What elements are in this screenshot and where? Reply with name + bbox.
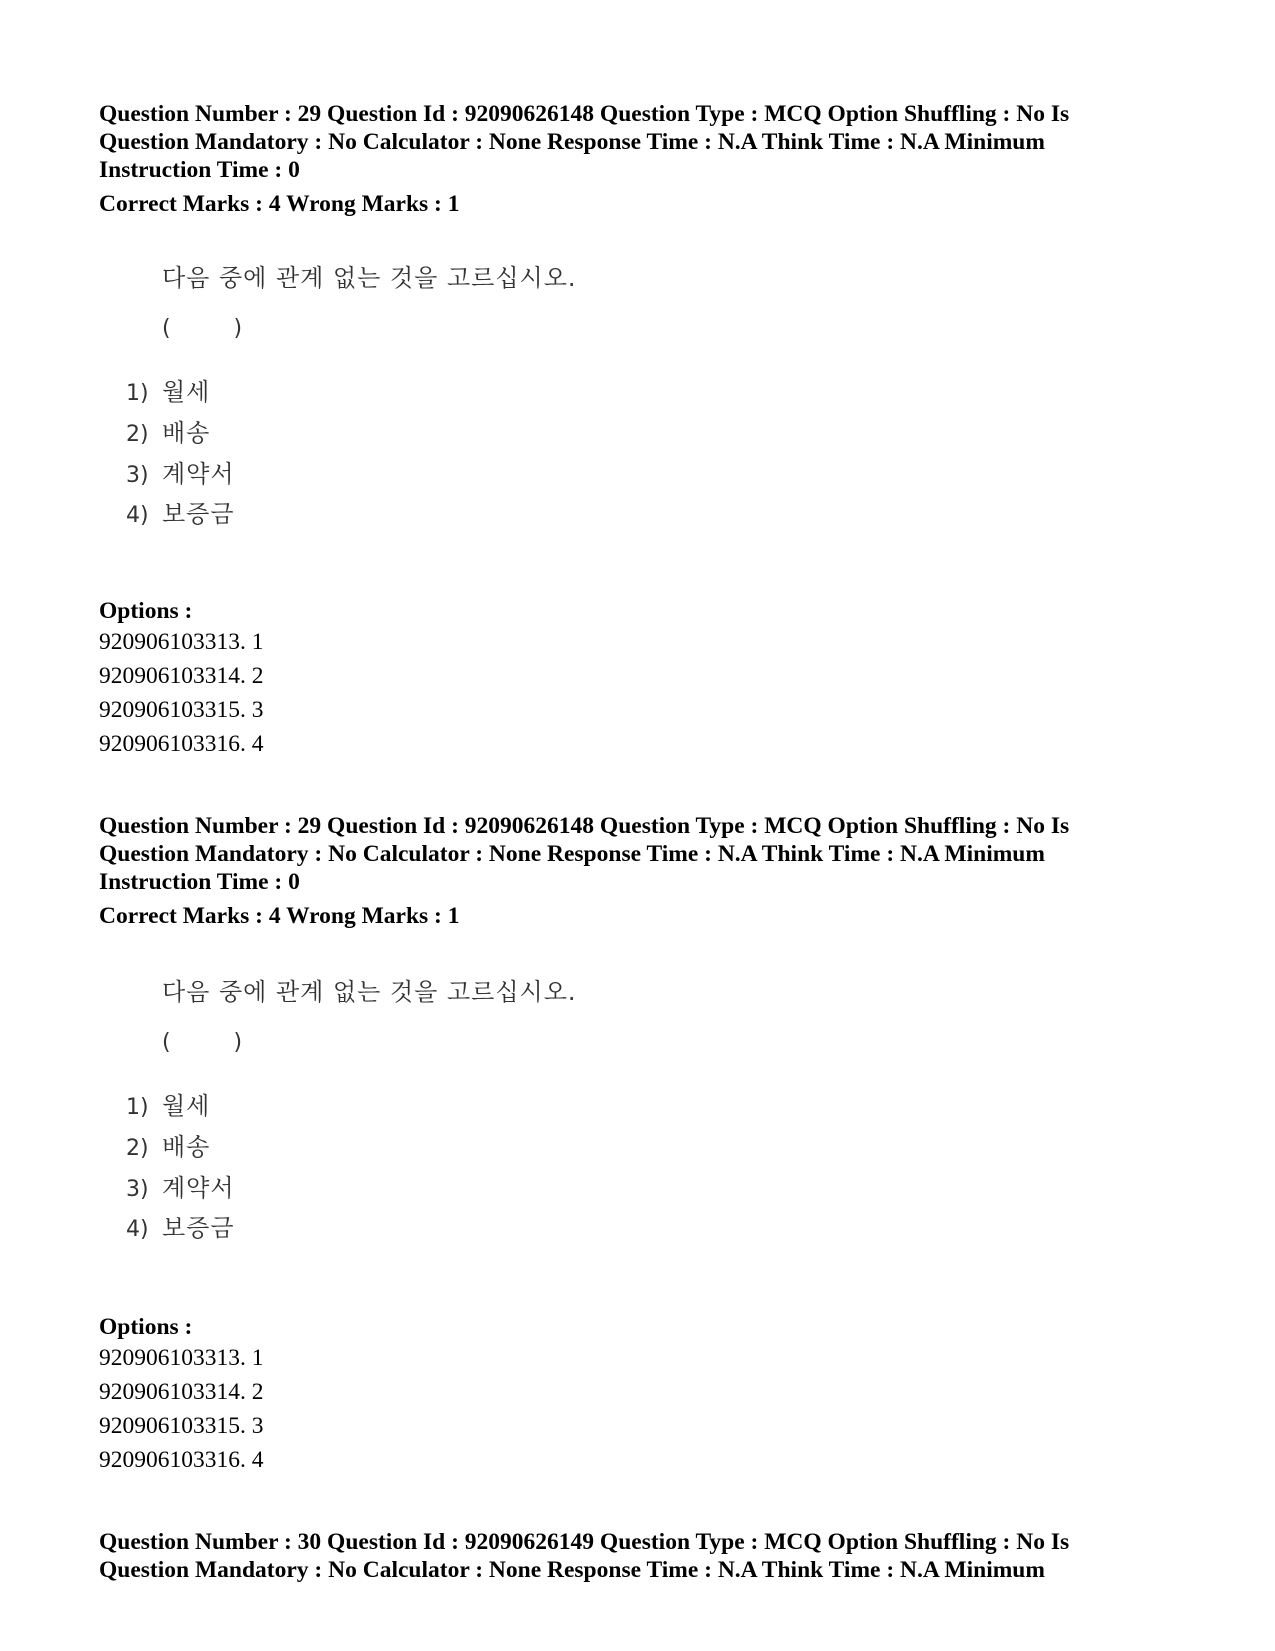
- question-meta-line: Instruction Time : 0: [99, 157, 300, 183]
- choice-number: 2): [126, 1136, 149, 1161]
- options-list: [99, 1313, 699, 1477]
- answer-blank: ( ): [162, 1030, 243, 1055]
- choice-item: [126, 1168, 235, 1203]
- question-meta-line: Question Number : 29 Question Id : 92090626148 Question Type : MCQ Option Shuffling : No Is: [99, 813, 1070, 839]
- choice-number: 1): [126, 381, 149, 406]
- choice-item: [126, 1127, 210, 1162]
- question-meta-line: Question Number : 30 Question Id : 92090626149 Question Type : MCQ Option Shuffling : No Is: [99, 1529, 1070, 1555]
- choice-text: 보증금: [162, 500, 235, 528]
- question-image: [118, 972, 678, 1252]
- choice-text: 월세: [162, 1092, 211, 1120]
- choice-item: [126, 494, 235, 529]
- question-meta-line: Question Mandatory : No Calculator : None Response Time : N.A Think Time : N.A Minimum: [99, 1557, 1045, 1583]
- choice-item: [126, 413, 210, 448]
- choice-text: 보증금: [162, 1214, 235, 1242]
- choice-item: [126, 1086, 210, 1121]
- question-text: 다음 중에 관계 없는 것을 고르십시오.: [162, 264, 577, 292]
- choice-number: 3): [126, 1177, 149, 1202]
- option-item: 920906103316. 4: [99, 731, 264, 757]
- choice-number: 3): [126, 463, 149, 488]
- option-item: 920906103314. 2: [99, 663, 264, 689]
- choice-item: [126, 454, 235, 489]
- choice-number: 4): [126, 503, 149, 528]
- choice-text: 배송: [162, 419, 211, 447]
- choice-text: 계약서: [162, 1174, 235, 1202]
- question-text: 다음 중에 관계 없는 것을 고르십시오.: [162, 978, 577, 1006]
- question-header-29: [99, 100, 1199, 218]
- choice-item: [126, 1208, 235, 1243]
- choice-text: 배송: [162, 1133, 211, 1161]
- question-meta-line: Question Mandatory : No Calculator : None Response Time : N.A Think Time : N.A Minimum: [99, 129, 1045, 155]
- options-title: Options :: [99, 598, 193, 624]
- choice-number: 2): [126, 422, 149, 447]
- option-item: 920906103314. 2: [99, 1379, 264, 1405]
- answer-blank: ( ): [162, 316, 243, 341]
- option-item: 920906103316. 4: [99, 1447, 264, 1473]
- marks-line: Correct Marks : 4 Wrong Marks : 1: [99, 191, 460, 217]
- option-item: 920906103313. 1: [99, 1345, 264, 1371]
- question-header-30: [99, 1528, 1199, 1584]
- choice-number: 1): [126, 1095, 149, 1120]
- option-item: 920906103313. 1: [99, 629, 264, 655]
- question-meta-line: Instruction Time : 0: [99, 869, 300, 895]
- option-item: 920906103315. 3: [99, 697, 264, 723]
- choice-text: 계약서: [162, 460, 235, 488]
- options-title: Options :: [99, 1314, 193, 1340]
- choice-item: [126, 372, 210, 407]
- question-meta-line: Question Mandatory : No Calculator : None Response Time : N.A Think Time : N.A Minimum: [99, 841, 1045, 867]
- marks-line: Correct Marks : 4 Wrong Marks : 1: [99, 903, 460, 929]
- option-item: 920906103315. 3: [99, 1413, 264, 1439]
- question-image: [118, 258, 678, 538]
- choice-text: 월세: [162, 378, 211, 406]
- options-list: [99, 597, 699, 761]
- question-meta-line: Question Number : 29 Question Id : 92090626148 Question Type : MCQ Option Shuffling : No Is: [99, 101, 1070, 127]
- choice-number: 4): [126, 1217, 149, 1242]
- question-header-29-repeat: [99, 812, 1199, 930]
